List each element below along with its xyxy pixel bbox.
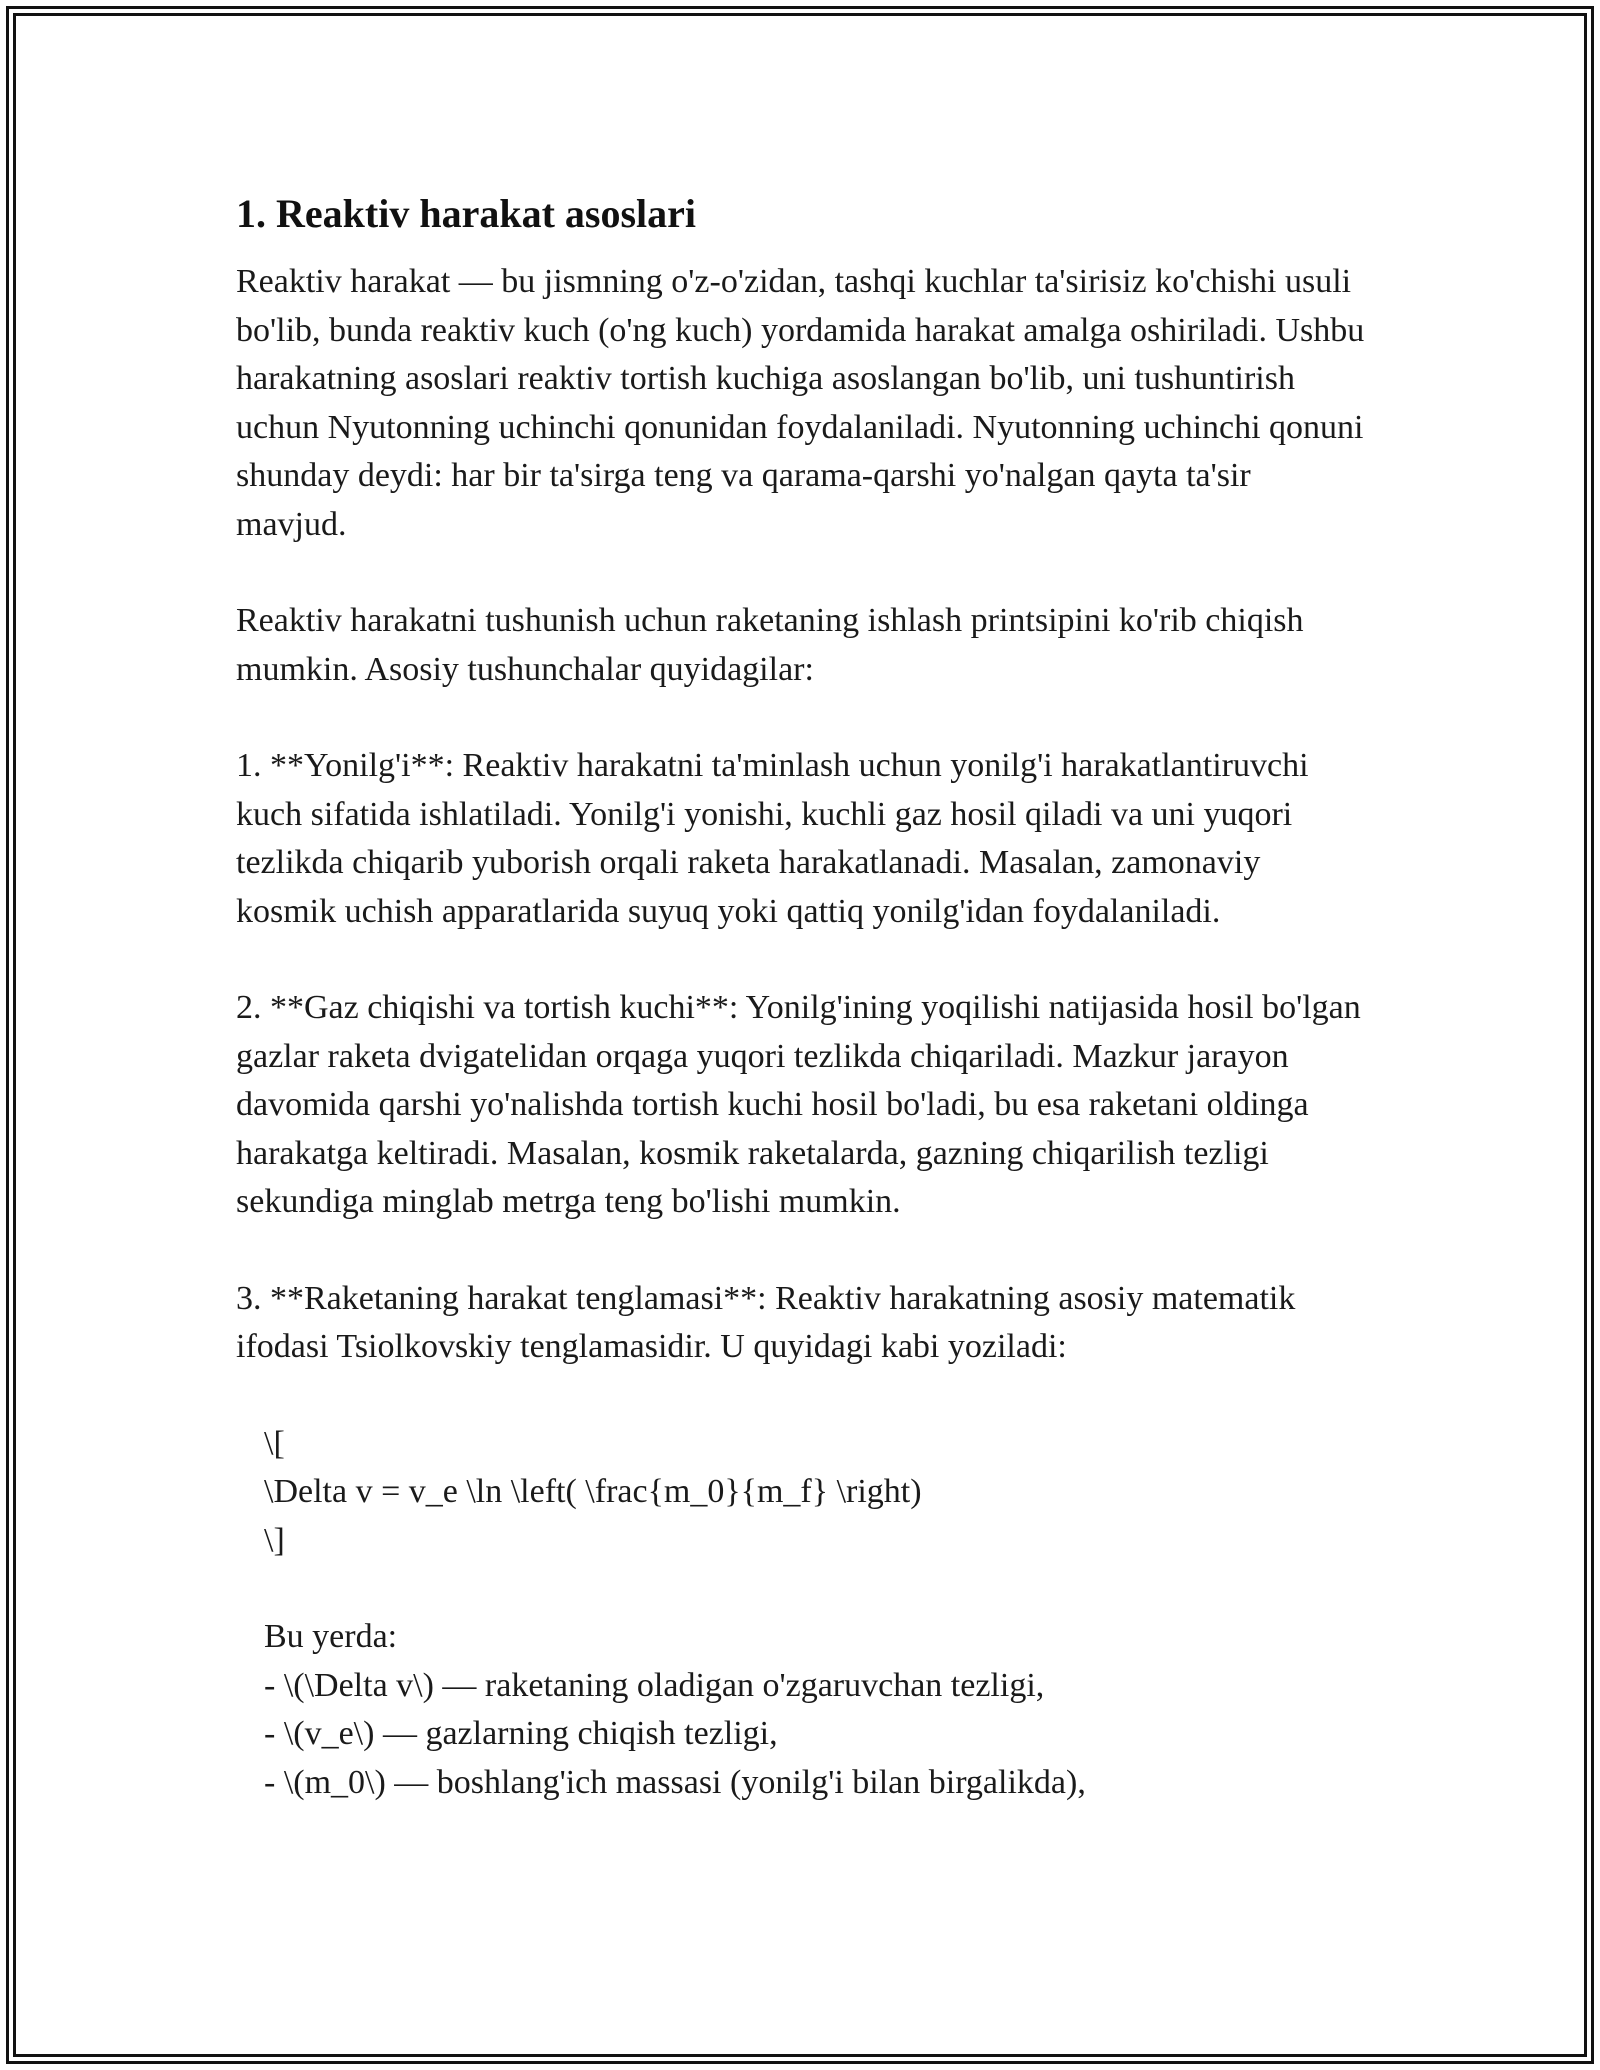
intro-paragraph: Reaktiv harakat — bu jismning o'z-o'zidan, tashqi kuchlar ta'sirisiz ko'chishi usuli bo'lib, bunda reaktiv kuch (o'ng kuch) yordamida harakat amalga oshiriladi. Ushbu harakatning asoslari reaktiv tortish kuchiga asoslangan bo'lib, uni tushuntirish uchun Nyutonning uchinchi qonunidan foydalaniladi. Nyutonning uchinchi qonuni shunday deydi: har bir ta'sirga teng va qarama-qarshi yo'nalgan qayta ta'sir mavjud. [236,263,1365,543]
definition-item: - \(m_0\) — boshlang'ich massasi (yonilg'i bilan birgalikda), [264,1763,1086,1801]
fuel-paragraph: 1. **Yonilg'i**: Reaktiv harakatni ta'minlash uchun yonilg'i harakatlantiruvchi kuch sifatida ishlatiladi. Yonilg'i yonishi, kuchli gaz hosil qiladi va uni yuqori tezlikda chiqarib yuborish orqali raketa harakatlanadi. Masalan, zamonaviy kosmik uchish apparatlarida suyuq yoki qattiq yonilg'idan foydalaniladi. [236,747,1309,930]
concepts-intro-paragraph: Reaktiv harakatni tushunish uchun raketaning ishlash printsipini ko'rib chiqish mumkin. Asosiy tushunchalar quyidagilar: [236,602,1304,688]
formula-line-open: \[ [264,1424,285,1462]
where-label: Bu yerda: [264,1618,398,1655]
gas-exhaust-paragraph: 2. **Gaz chiqishi va tortish kuchi**: Yonilg'ining yoqilishi natijasida hosil bo'lgan gazlar raketa dvigatelidan orqaga yuqori tezlikda chiqariladi. Mazkur jarayon davomida qarshi yo'nalishda tortish kuchi hosil bo'ladi, bu esa raketani oldinga harakatga keltiradi. Masalan, kosmik raketalarda, gazning chiqarilish tezligi sekundiga minglab metrga teng bo'lishi mumkin. [236,989,1361,1220]
document-body [236,180,1366,1807]
definition-item: - \(v_e\) — gazlarning chiqish tezligi, [264,1715,778,1752]
equation-intro-paragraph: 3. **Raketaning harakat tenglamasi**: Reaktiv harakatning asosiy matematik ifodasi Tsiolkovskiy tenglamasidir. U quyidagi kabi yoziladi: [236,1279,1296,1365]
formula-block [264,1420,1366,1808]
section-heading: 1. Reaktiv harakat asoslari [236,191,696,236]
formula-line-close: \] [264,1521,285,1559]
formula-line-equation: \Delta v = v_e \ln \left( \frac{m_0}{m_f} \right) [264,1473,922,1510]
definition-item: - \(\Delta v\) — raketaning oladigan o'zgaruvchan tezligi, [264,1666,1045,1704]
